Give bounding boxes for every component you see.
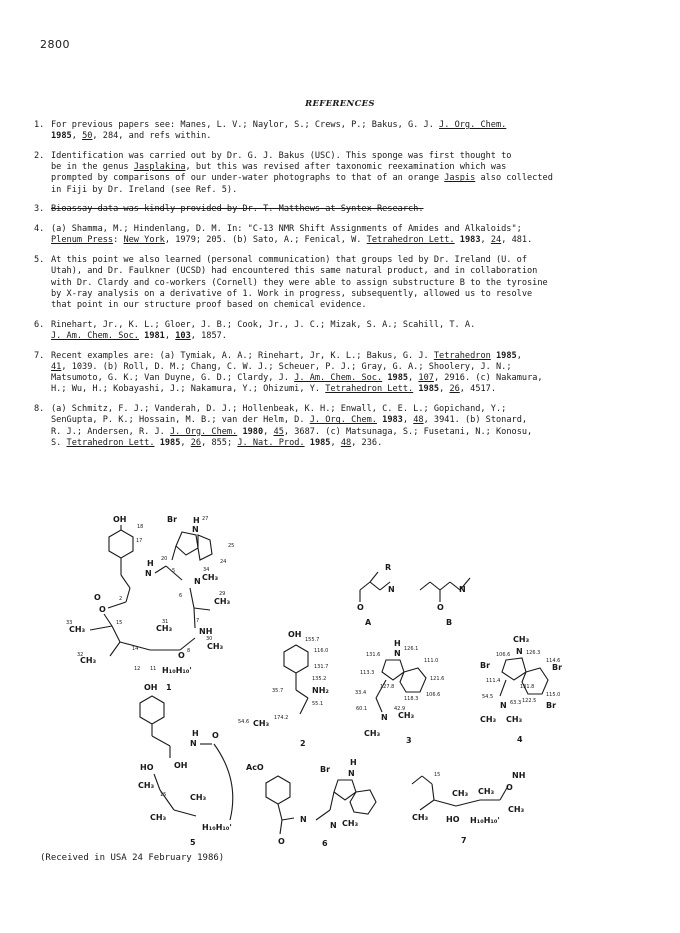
compound-label: A [365, 618, 372, 627]
svg-text:135.2: 135.2 [312, 676, 327, 682]
svg-text:N: N [190, 739, 197, 748]
svg-text:15: 15 [434, 772, 441, 778]
reference-segment: 1983 [382, 415, 403, 426]
structure-2 [238, 630, 329, 748]
svg-text:N: N [194, 577, 201, 586]
reference-line [51, 173, 664, 184]
svg-text:54.5: 54.5 [482, 694, 494, 700]
reference-segment: (a) Schmitz, F. J.; Vanderah, D. J.; Hollenbeak, K. H.; Enwall, C. E. L.; Gopichand, Y.; [51, 404, 507, 415]
svg-text:O: O [437, 603, 444, 612]
reference-line [51, 162, 664, 173]
reference-segment: 26 [449, 384, 460, 395]
reference-line [51, 331, 664, 342]
svg-text:H: H [350, 758, 357, 767]
reference-segment: 1985 [159, 437, 181, 448]
reference-number: 6. [34, 319, 45, 330]
reference-segment: SenGupta, P. K.; Hossain, M. B.; van der Helm, D. [51, 415, 310, 426]
reference-segment: , but this was revised after taxonomic reexamination which was [185, 162, 507, 173]
svg-text:6: 6 [179, 593, 183, 599]
svg-text:17: 17 [136, 538, 143, 544]
reference-text [51, 120, 664, 142]
svg-text:CH₃: CH₃ [452, 789, 469, 798]
reference-segment: by X-ray analysis on a derivative of 1. Work in progress, subsequently, allowed us to resolve [51, 288, 533, 299]
atom-nh: N [145, 569, 152, 578]
svg-text:12: 12 [134, 666, 141, 672]
svg-text:O: O [178, 651, 185, 660]
structure-b [420, 578, 470, 627]
reference-line [51, 362, 664, 373]
reference-segment: prompted by comparisons of our under-water photographs to that of an orange [51, 173, 445, 184]
references-list [34, 120, 664, 458]
svg-text:CH₃: CH₃ [190, 793, 207, 802]
compound-label: 5 [190, 838, 196, 847]
reference-segment: Recent examples are: (a) Tymiak, A. A.; Rinehart, Jr, K. L.; Bakus, G. J. [51, 350, 434, 361]
svg-text:60.1: 60.1 [356, 706, 368, 712]
svg-text:CH₃: CH₃ [156, 624, 173, 633]
svg-text:33.4: 33.4 [355, 690, 367, 696]
structure-5 [138, 683, 233, 847]
atom-n: N [192, 525, 199, 534]
reference-segment: 1980 [242, 426, 264, 437]
structure-3 [355, 639, 444, 745]
reference-segment: 48 [340, 437, 352, 448]
reference-segment: J. Nat. Prod. [237, 437, 305, 448]
svg-text:O: O [357, 603, 364, 612]
svg-text:OH: OH [144, 683, 158, 692]
reference-segment: , [71, 131, 83, 142]
svg-text:2: 2 [119, 596, 123, 602]
compound-label: B [446, 618, 453, 627]
reference-line [51, 300, 664, 311]
svg-text:CH₃: CH₃ [253, 719, 270, 728]
reference-segment: , 236. [351, 437, 383, 448]
reference-segment: 1985 [387, 373, 409, 384]
svg-text:131.6: 131.6 [366, 652, 381, 658]
reference-segment: , [164, 331, 176, 342]
reference-item [34, 351, 664, 396]
reference-segment: Rinehart, Jr., K. L.; Gloer, J. B.; Cook, Jr., J. C.; Mizak, S. A.; Scahill, T. A. [51, 319, 476, 330]
reference-segment: (a) Shamma, M.; Hindenlang, D. M. In: "C-13 NMR Shift Assignments of Amides and Alkaloids"; [51, 224, 522, 235]
compound-label: 6 [322, 839, 328, 848]
chemical-structures-figure [0, 500, 680, 855]
reference-line [51, 151, 664, 162]
svg-text:OH: OH [288, 630, 302, 639]
svg-text:106.6: 106.6 [426, 692, 441, 698]
reference-text [51, 320, 664, 342]
svg-text:O: O [94, 593, 101, 602]
svg-text:CH₃: CH₃ [364, 729, 381, 738]
reference-segment: Tetrahedron Lett. [325, 384, 414, 395]
reference-item [34, 255, 664, 311]
reference-segment: At this point we also learned (personal communication) that groups led by Dr. Ireland (U. of [51, 255, 527, 266]
reference-segment: Bioassay data was kindly provided by Dr. T. Matthews at Syntex Research. [51, 204, 424, 215]
svg-text:AcO: AcO [246, 763, 264, 772]
svg-text:14: 14 [132, 646, 139, 652]
svg-text:55.1: 55.1 [312, 701, 324, 707]
svg-text:O: O [506, 783, 513, 792]
reference-segment: 41 [51, 362, 62, 373]
structure-6 [246, 758, 376, 848]
reference-segment: S. [51, 437, 67, 448]
reference-segment: : [113, 235, 124, 246]
svg-text:H: H [394, 639, 401, 648]
reference-segment: 1985 [309, 437, 331, 448]
reference-segment: 26 [190, 437, 202, 448]
svg-text:N: N [500, 701, 507, 710]
svg-text:H: H [147, 559, 154, 568]
svg-text:CH₃: CH₃ [513, 635, 530, 644]
reference-segment: , [263, 426, 274, 437]
svg-text:63.3: 63.3 [510, 700, 522, 706]
svg-text:42.9: 42.9 [394, 706, 406, 712]
received-date: (Received in USA 24 February 1986) [40, 853, 225, 863]
reference-line [51, 266, 664, 277]
svg-text:7: 7 [196, 618, 200, 624]
compound-label: 7 [461, 836, 467, 845]
reference-number: 2. [34, 151, 45, 161]
svg-text:H: H [192, 729, 199, 738]
svg-text:29: 29 [219, 591, 226, 597]
reference-item [34, 204, 664, 215]
reference-segment: J. Org. Chem. [309, 415, 377, 426]
reference-segment: , [439, 384, 450, 395]
reference-segment: , 1039. (b) Roll, D. M.; Chang, C. W. J.; Scheuer, P. J.; Gray, G. A.; Shoolery, J. N.; [61, 362, 512, 373]
compound-label: 4 [517, 735, 523, 744]
reference-segment: , [408, 373, 419, 384]
svg-text:25: 25 [228, 543, 235, 549]
reference-number: 1. [34, 120, 45, 130]
reference-text [51, 351, 664, 396]
reference-line [51, 224, 664, 235]
reference-segment: 1983 [459, 235, 481, 246]
svg-text:CH₃: CH₃ [202, 573, 219, 582]
reference-segment: J. Org. Chem. [439, 120, 507, 130]
reference-segment: 103 [175, 331, 191, 342]
svg-text:11: 11 [150, 666, 157, 672]
svg-text:Br: Br [480, 661, 491, 670]
svg-text:Br: Br [546, 701, 557, 710]
reference-segment: Tetrahedron Lett. [366, 235, 455, 246]
svg-text:CH₃: CH₃ [506, 715, 523, 724]
reference-segment: , 3687. (c) Matsunaga, S.; Fusetani, N.; Konosu, [283, 426, 533, 437]
reference-segment: 1985 [51, 131, 72, 142]
svg-text:131.8: 131.8 [520, 684, 535, 690]
compound-label: 2 [300, 739, 306, 748]
reference-segment: , 4517. [459, 384, 497, 395]
reference-line [51, 289, 664, 300]
reference-segment: 50 [82, 131, 93, 142]
svg-text:CH₃: CH₃ [214, 597, 231, 606]
reference-line [51, 278, 664, 289]
reference-segment: Jaspis [444, 173, 476, 184]
reference-segment: Matsumoto, G. K.; Van Duyne, G. D.; Clardy, J. [51, 373, 295, 384]
reference-text [51, 151, 664, 196]
structure-7 [412, 771, 525, 845]
svg-text:54.6: 54.6 [238, 719, 250, 725]
svg-text:NH₂: NH₂ [312, 686, 329, 695]
svg-text:CH₃: CH₃ [478, 787, 495, 796]
reference-item [34, 151, 664, 196]
reference-segment: , [330, 437, 341, 448]
svg-text:Br: Br [552, 663, 563, 672]
reference-segment: , 3941. (b) Stonard, [423, 415, 528, 426]
page-number: 2800 [40, 38, 70, 51]
svg-text:121.6: 121.6 [430, 676, 445, 682]
svg-text:N: N [516, 647, 523, 656]
svg-text:30: 30 [206, 636, 213, 642]
reference-line [51, 204, 664, 215]
reference-text [51, 404, 664, 449]
svg-text:18: 18 [137, 524, 144, 530]
svg-text:111.0: 111.0 [424, 658, 439, 664]
structure-1 [66, 515, 234, 692]
reference-segment: 24 [490, 235, 502, 246]
svg-text:N: N [459, 585, 466, 594]
reference-segment: 1985 [418, 384, 440, 395]
compound-label: 3 [406, 736, 412, 745]
reference-segment: 48 [413, 415, 424, 426]
svg-text:N: N [330, 821, 337, 830]
svg-text:20: 20 [161, 556, 168, 562]
atom-br: Br [167, 515, 178, 524]
svg-text:NH: NH [199, 627, 213, 636]
reference-segment: be in the genus [51, 162, 134, 173]
svg-text:N: N [300, 815, 307, 824]
svg-text:CH₃: CH₃ [138, 781, 155, 790]
svg-text:CH₃: CH₃ [342, 819, 359, 828]
reference-item [34, 224, 664, 246]
svg-text:H₁₀H₁₀': H₁₀H₁₀' [470, 816, 500, 825]
svg-text:111.4: 111.4 [486, 678, 501, 684]
reference-segment: , 1857. [190, 331, 227, 342]
svg-text:CH₃: CH₃ [508, 805, 525, 814]
svg-text:N: N [394, 649, 401, 658]
reference-line [51, 255, 664, 266]
svg-text:N: N [348, 769, 355, 778]
reference-segment: Jasplakina [133, 162, 186, 173]
reference-segment: J. Am. Chem. Soc. [294, 373, 383, 384]
reference-number: 5. [34, 255, 45, 266]
atom-oh: OH [113, 515, 127, 524]
reference-segment: J. Am. Chem. Soc. [51, 331, 139, 342]
reference-segment: Tetrahedron [433, 350, 491, 361]
reference-segment: Utah), and Dr. Faulkner (UCSD) had encountered this same natural product, and in collaboration [51, 266, 538, 277]
svg-text:24: 24 [220, 559, 227, 565]
reference-segment: that point in our structure proof based on chemical evidence. [51, 300, 367, 311]
svg-text:N: N [388, 585, 395, 594]
reference-segment: 45 [273, 426, 284, 437]
svg-text:174.2: 174.2 [274, 715, 289, 721]
svg-text:34: 34 [203, 567, 210, 573]
reference-line [51, 120, 664, 131]
reference-segment: New York [123, 235, 165, 246]
reference-segment: with Dr. Clardy and co-workers (Cornell) they were able to assign substructure B to the tyrosine [51, 277, 548, 288]
reference-text [51, 204, 664, 215]
reference-segment: , [402, 415, 414, 426]
svg-text:O: O [99, 605, 106, 614]
svg-text:118.3: 118.3 [404, 696, 419, 702]
svg-text:O: O [278, 837, 285, 846]
reference-text [51, 255, 664, 311]
reference-segment: , 284, and refs within. [92, 131, 212, 142]
structure-a [357, 563, 395, 627]
reference-segment: Tetrahedron Lett. [66, 437, 155, 448]
reference-segment: , 855; [201, 437, 238, 448]
svg-text:116.0: 116.0 [314, 648, 329, 654]
svg-text:CH₃: CH₃ [69, 625, 86, 634]
reference-line [51, 235, 664, 246]
reference-line [51, 415, 664, 426]
svg-text:126.3: 126.3 [526, 650, 541, 656]
svg-text:HO: HO [446, 815, 460, 824]
reference-segment: For previous papers see: Manes, L. V.; Naylor, S.; Crews, P.; Bakus, G. J. [51, 120, 440, 130]
svg-text:31: 31 [162, 619, 169, 625]
compound-label: 1 [166, 683, 172, 692]
svg-text:Br: Br [320, 765, 331, 774]
reference-item [34, 120, 664, 142]
reference-segment: , [180, 437, 191, 448]
svg-text:113.3: 113.3 [360, 670, 375, 676]
reference-line [51, 404, 664, 415]
reference-line [51, 185, 664, 196]
reference-number: 8. [34, 404, 45, 415]
reference-line [51, 351, 664, 362]
svg-text:106.6: 106.6 [496, 652, 511, 658]
reference-item [34, 404, 664, 449]
reference-segment: in Fiji by Dr. Ireland (see Ref. 5). [51, 184, 238, 195]
svg-text:15: 15 [160, 792, 167, 798]
reference-segment: 1985 [495, 350, 517, 361]
svg-text:N: N [381, 713, 388, 722]
reference-number: 4. [34, 224, 45, 235]
svg-text:H₁₀H₁₀': H₁₀H₁₀' [202, 823, 232, 832]
reference-segment: Identification was carried out by Dr. G. J. Bakus (USC). This sponge was first thought to [51, 151, 512, 161]
svg-text:32: 32 [77, 652, 84, 658]
svg-text:122.5: 122.5 [522, 698, 537, 704]
svg-text:OH: OH [174, 761, 188, 770]
reference-line [51, 373, 664, 384]
svg-text:131.7: 131.7 [314, 664, 329, 670]
reference-segment: J. Org. Chem. [170, 426, 238, 437]
svg-text:27: 27 [202, 516, 209, 522]
reference-text [51, 224, 664, 246]
svg-text:35.7: 35.7 [272, 688, 284, 694]
reference-segment: , 2916. (c) Nakamura, [433, 373, 543, 384]
reference-line [51, 438, 664, 449]
reference-segment: Plenum Press [51, 235, 114, 246]
reference-line [51, 427, 664, 438]
svg-text:H₁₀H₁₀': H₁₀H₁₀' [162, 666, 192, 675]
reference-segment: 1981 [144, 331, 165, 342]
reference-line [51, 131, 664, 142]
svg-text:115.0: 115.0 [546, 692, 561, 698]
references-heading: REFERENCES [305, 99, 375, 109]
svg-text:15: 15 [116, 620, 123, 626]
svg-text:8: 8 [187, 648, 191, 654]
reference-segment: , 1979; 205. (b) Sato, A.; Fenical, W. [164, 235, 367, 246]
svg-text:O: O [212, 731, 219, 740]
svg-text:CH₃: CH₃ [80, 656, 97, 665]
svg-text:CH₃: CH₃ [480, 715, 497, 724]
svg-text:HO: HO [140, 763, 154, 772]
svg-text:33: 33 [66, 620, 73, 626]
svg-text:CH₃: CH₃ [412, 813, 429, 822]
reference-segment: also collected [475, 173, 553, 184]
svg-text:5: 5 [172, 568, 176, 574]
svg-text:CH₃: CH₃ [398, 711, 415, 720]
svg-text:NH: NH [512, 771, 526, 780]
reference-segment: H.; Wu, H.; Kobayashi, J.; Nakamura, Y.; Ohizumi, Y. [51, 384, 326, 395]
reference-number: 7. [34, 350, 45, 361]
svg-text:155.7: 155.7 [305, 637, 320, 643]
svg-text:R: R [385, 563, 392, 572]
reference-segment: , [480, 235, 491, 246]
reference-number: 3. [34, 204, 45, 215]
reference-segment: , 481. [501, 235, 533, 246]
reference-segment: , [516, 350, 522, 361]
atom-h: H [193, 516, 200, 525]
reference-segment: 107 [418, 373, 434, 384]
svg-text:CH₃: CH₃ [150, 813, 167, 822]
svg-text:114.6: 114.6 [546, 658, 561, 664]
reference-segment: R. J.; Andersen, R. J. [51, 426, 170, 437]
svg-text:CH₃: CH₃ [207, 642, 224, 651]
svg-text:126.1: 126.1 [404, 646, 419, 652]
svg-text:127.8: 127.8 [380, 684, 395, 690]
reference-item [34, 320, 664, 342]
structure-4 [480, 635, 562, 744]
reference-line [51, 320, 664, 331]
reference-line [51, 384, 664, 395]
